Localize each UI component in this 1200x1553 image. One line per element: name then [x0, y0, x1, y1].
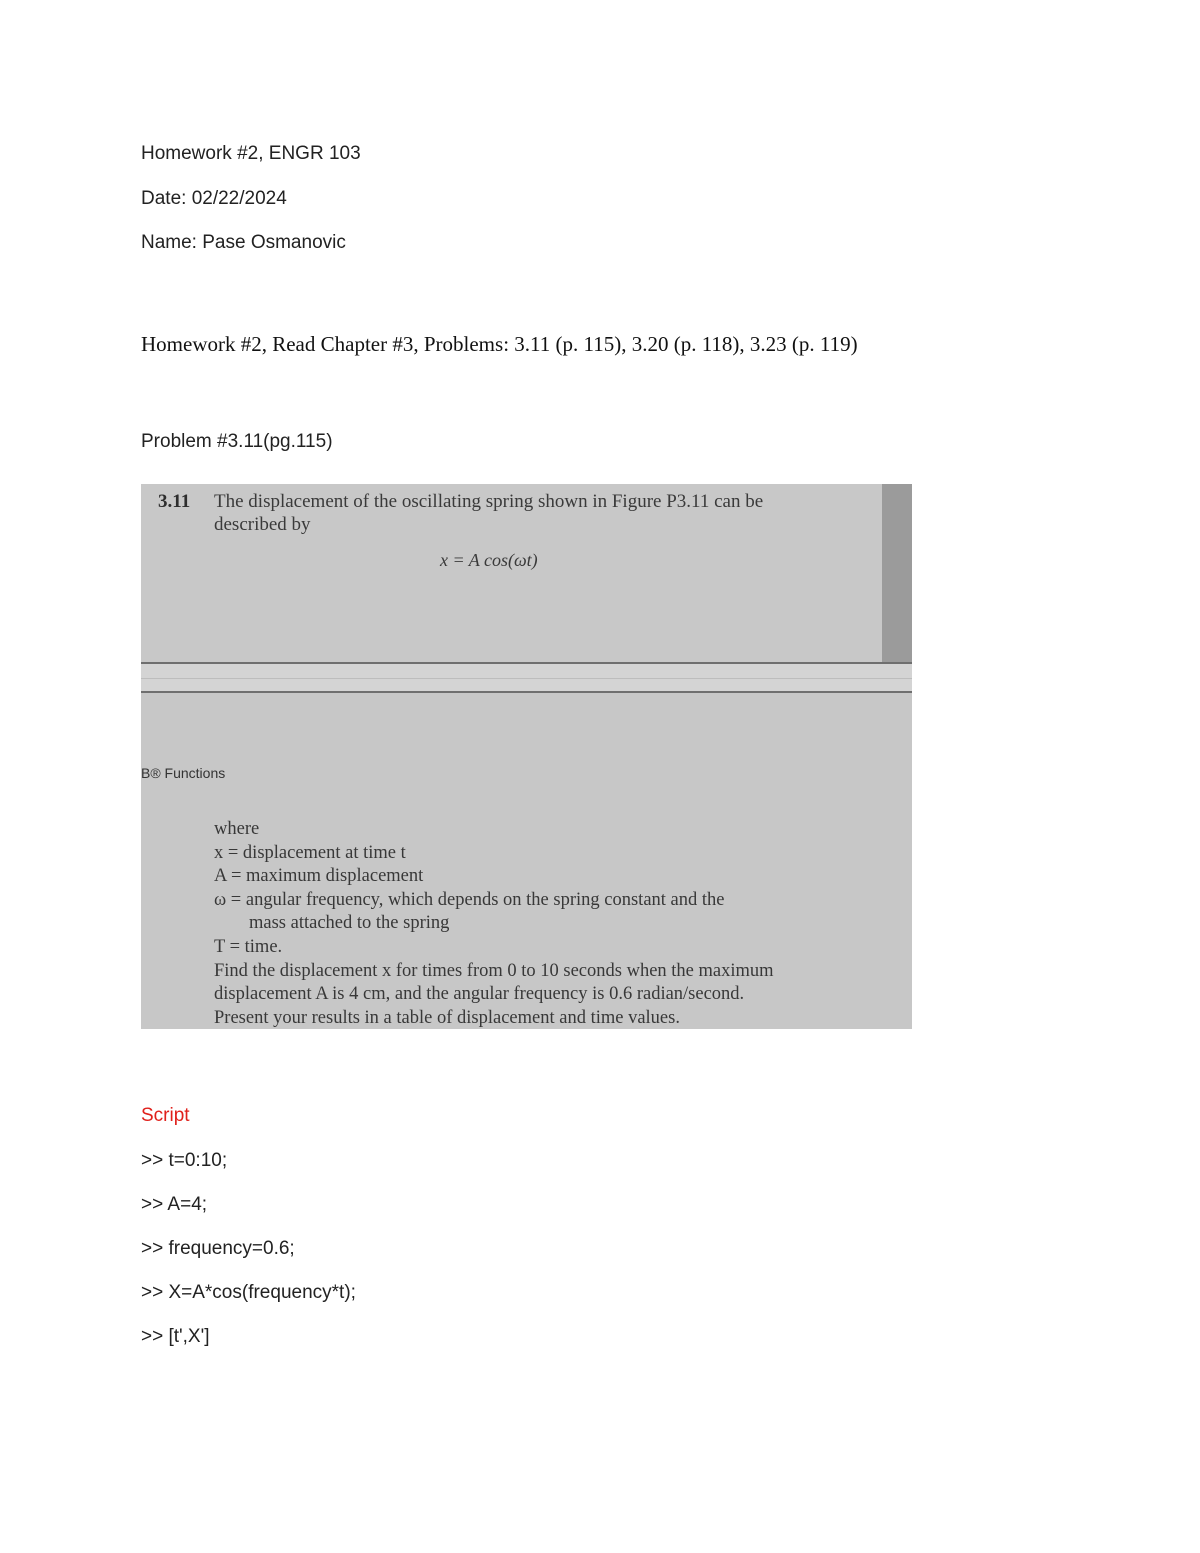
- definition-omega-2: mass attached to the spring: [249, 913, 450, 934]
- script-line: >> [t',X']: [141, 1326, 210, 1347]
- definition-omega-1: ω = angular frequency, which depends on the spring constant and the: [214, 889, 725, 910]
- script-line: >> frequency=0.6;: [141, 1238, 295, 1259]
- problem-heading: Problem #3.11(pg.115): [141, 431, 333, 452]
- definitions-block: [214, 818, 774, 1029]
- problem-intro-line-2: described by: [214, 514, 311, 535]
- task-line-2: displacement A is 4 cm, and the angular frequency is 0.6 radian/second.: [214, 984, 745, 1005]
- definition-a: A = maximum displacement: [214, 866, 424, 887]
- displacement-equation: x = A cos(ωt): [440, 550, 538, 570]
- task-line-3: Present your results in a table of displacement and time values.: [214, 1007, 680, 1028]
- date-line: Date: 02/22/2024: [141, 188, 287, 209]
- problem-intro-line-1: The displacement of the oscillating spring shown in Figure P3.11 can be: [214, 491, 764, 512]
- definition-x: x = displacement at time t: [214, 842, 406, 863]
- figure-scrollbar: [882, 484, 912, 663]
- problem-number: 3.11: [158, 491, 191, 512]
- figure-band-line: [141, 678, 912, 679]
- figure-divider-bottom: [141, 691, 912, 693]
- script-label: Script: [141, 1105, 190, 1126]
- textbook-problem-image: [141, 484, 912, 1029]
- assignment-line: Homework #2, Read Chapter #3, Problems: 3.11 (p. 115), 3.20 (p. 118), 3.23 (p. 119): [141, 332, 858, 356]
- script-line: >> t=0:10;: [141, 1150, 228, 1171]
- where-line: where: [214, 819, 260, 839]
- homework-title: Homework #2, ENGR 103: [141, 143, 361, 164]
- script-line: >> X=A*cos(frequency*t);: [141, 1282, 356, 1303]
- name-line: Name: Pase Osmanovic: [141, 232, 346, 253]
- script-line: >> A=4;: [141, 1194, 208, 1215]
- section-label: B® Functions: [141, 765, 226, 781]
- task-line-1: Find the displacement x for times from 0 to 10 seconds when the maximum: [214, 960, 774, 981]
- definition-t: T = time.: [214, 936, 283, 957]
